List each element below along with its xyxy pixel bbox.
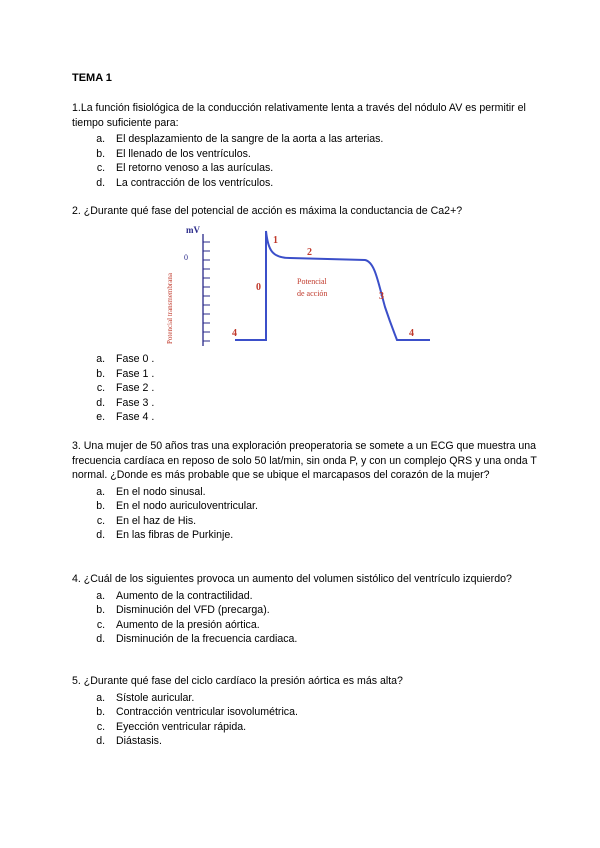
curve-label-line-2: de acción [297,289,328,298]
option: c. Fase 2 . [108,381,542,396]
question-text: 4. ¿Cuál de los siguientes provoca un aumento del volumen sistólico del ventrículo izquierdo? [72,573,512,585]
phase-label-4-left: 4 [232,328,237,339]
option: a. Sístole auricular. [108,691,542,706]
option: b. Fase 1 . [108,367,542,382]
question-text: 2. ¿Durante qué fase del potencial de acción es máxima la conductancia de Ca2+? [72,205,463,217]
options-list [72,589,542,647]
options-list [72,485,542,543]
option: b. En el nodo auriculoventricular. [108,499,542,514]
option: b. Contracción ventricular isovolumétrica. [108,705,542,720]
question-3 [72,439,542,543]
option: d. En las fibras de Purkinje. [108,528,542,543]
options-list [72,132,542,190]
option: c. Aumento de la presión aórtica. [108,618,542,633]
curve-label-line-1: Potencial [297,277,327,286]
phase-label-4-right: 4 [409,328,414,339]
option: c. El retorno venoso a las aurículas. [108,161,542,176]
option: d. Diástasis. [108,734,542,749]
option: c. En el haz de His. [108,514,542,529]
y-axis-ticks [203,242,210,341]
option: d. Fase 3 . [108,396,542,411]
option: a. Aumento de la contractilidad. [108,589,542,604]
question-4 [72,572,542,647]
phase-label-3: 3 [379,291,384,302]
question-text: 1.La función fisiológica de la conducción relativamente lenta a través del nódulo AV es permitir el tiempo suficiente para: [72,102,526,129]
option: a. En el nodo sinusal. [108,485,542,500]
phase-label-2: 2 [307,247,312,258]
question-2-options [72,350,542,425]
question-2 [72,204,542,219]
option: e. Fase 4 . [108,410,542,425]
option: a. Fase 0 . [108,352,542,367]
options-list [72,691,542,749]
option: d. Disminución de la frecuencia cardiaca. [108,632,542,647]
option: b. Disminución del VFD (precarga). [108,603,542,618]
option: a. El desplazamiento de la sangre de la aorta a las arterias. [108,132,542,147]
action-potential-diagram [160,222,440,352]
zero-label: 0 [184,253,188,262]
axis-unit-label: mV [186,225,200,235]
question-text: 3. Una mujer de 50 años tras una exploración preoperatoria se somete a un ECG que muestra una frecuencia cardíaca en reposo de solo 50 lat/min, sin onda P, y con un complejo QRS y una onda T normal. ¿Donde es más probable que se ubique el marcapasos del corazón de la mujer? [72,440,537,481]
options-list [72,352,542,425]
question-1 [72,101,542,190]
action-potential-curve [235,231,430,340]
y-axis-label: Potencial transmembrana [166,273,174,344]
option: d. La contracción de los ventrículos. [108,176,542,191]
document-title: TEMA 1 [72,72,112,84]
phase-label-1: 1 [273,235,278,246]
phase-label-0: 0 [256,282,261,293]
option: c. Eyección ventricular rápida. [108,720,542,735]
question-5 [72,674,542,749]
option: b. El llenado de los ventrículos. [108,147,542,162]
question-text: 5. ¿Durante qué fase del ciclo cardíaco la presión aórtica es más alta? [72,675,403,687]
action-potential-figure [160,222,440,355]
